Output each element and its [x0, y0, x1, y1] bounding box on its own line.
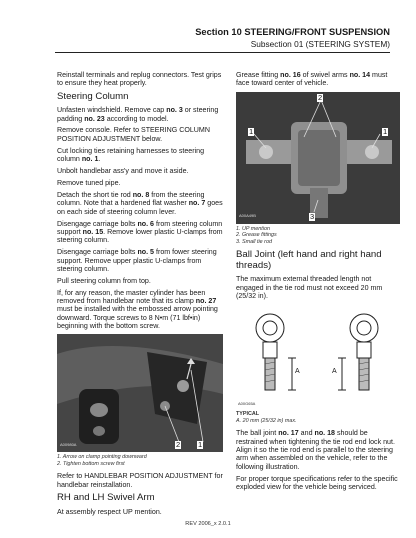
page-footer: REV 2006_x 2.0.1: [185, 521, 231, 527]
header-rule: [55, 52, 390, 53]
left-column: [57, 71, 224, 520]
callout-2: 2: [318, 92, 323, 102]
step: Pull steering column from top.: [57, 276, 151, 285]
step: Detach the short tie rod no. 8 from the steering column. Note that a hardened flat washer no. 7 goes on each side of steering column lever.: [57, 190, 223, 216]
swivel-photo-graphic: [236, 92, 400, 224]
after-figure-paragraph: Refer to HANDLEBAR POSITION ADJUSTMENT for handlebar reinstallation.: [57, 472, 223, 489]
step: Unbolt handlebar ass'y and move it aside.: [57, 167, 189, 176]
subsection-title: Subsection 01 (STEERING SYSTEM): [250, 39, 390, 49]
step: Remove console. Refer to STEERING COLUMN POSITION ADJUSTMENT below.: [57, 126, 210, 143]
callout-1-right: 1: [383, 126, 388, 136]
heading-ball-joint: Ball Joint (left hand and right hand threads): [236, 249, 382, 271]
ball-joint-graphic: [236, 304, 400, 409]
callout-1: 1: [198, 440, 203, 450]
step: Cut locking ties retaining harnesses to steering column no. 1.: [57, 146, 205, 164]
callout-2: 2: [176, 440, 181, 450]
handlebar-photo-graphic: [57, 334, 223, 452]
torque-paragraph: For proper torque specifications refer to the specific exploded view for the vehicle being serviced.: [236, 474, 398, 491]
dimension-label-a: A: [295, 368, 300, 376]
callout-1-left: 1: [249, 126, 254, 136]
dimension-label-a: A: [332, 368, 337, 376]
swivel-arm-photo: [236, 92, 400, 224]
step: Unfasten windshield. Remove cap no. 3 or steering padding no. 23 according to model.: [57, 106, 219, 123]
figure-tag: A00G65A: [238, 401, 256, 407]
heading-steering-column: Steering Column: [57, 90, 129, 102]
ball-joint-paragraph: The maximum external threaded length not engaged in the tie rod must not exceed 20 mm (25/32 in).: [236, 275, 383, 300]
step: If, for any reason, the master cylinder has been removed from handlebar note that its clamp no. 27 must be installed with the embossed arrow pointing downward. Torque screws to 8 N•m (71 lbf•in) beginning with the bottom screw.: [57, 288, 218, 331]
grease-paragraph: Grease fitting no. 16 of swivel arms no. 14 must face toward center of vehicle.: [236, 71, 388, 88]
ball-joint-restrain-paragraph: The ball joint no. 17 and no. 18 should be restrained when tightening the tie rod end lock nut. Align it so the tie rod end is parallel to the steering arm when assembled on the vehicle, refer to the following illustration.: [236, 429, 395, 471]
swivel-paragraph: At assembly respect UP mention.: [57, 507, 162, 516]
step: Remove tuned pipe.: [57, 178, 121, 187]
ball-joint-diagram: [236, 304, 400, 409]
callout-3: 3: [310, 211, 315, 221]
figure-caption: 1. Arrow on clamp pointing downward 2. Tighten bottom screw first: [57, 454, 147, 467]
figure-tag: A00A49B: [239, 213, 256, 219]
section-title: Section 10 STEERING/FRONT SUSPENSION: [195, 27, 390, 37]
right-column: [236, 71, 399, 495]
intro-paragraph: Reinstall terminals and replug connectors. Test grips to ensure they heat properly.: [57, 71, 222, 88]
heading-swivel-arm: RH and LH Swivel Arm: [57, 492, 155, 504]
step: Disengage carriage bolts no. 5 from fower steering support. Remove upper plastic U-clamps from steering column.: [57, 248, 217, 273]
step: Disengage carriage bolts no. 6 from steering column support no. 15. Remove lower plastic U-clamps from steering column.: [57, 219, 223, 245]
handlebar-clamp-photo: [57, 334, 223, 452]
figure-tag: A00980A: [60, 442, 77, 448]
figure-caption: TYPICAL A. 20 mm (25/32 in) max.: [236, 411, 297, 424]
figure-caption: 1. UP mention 2. Grease fittings 3. Small tie rod: [236, 225, 277, 245]
